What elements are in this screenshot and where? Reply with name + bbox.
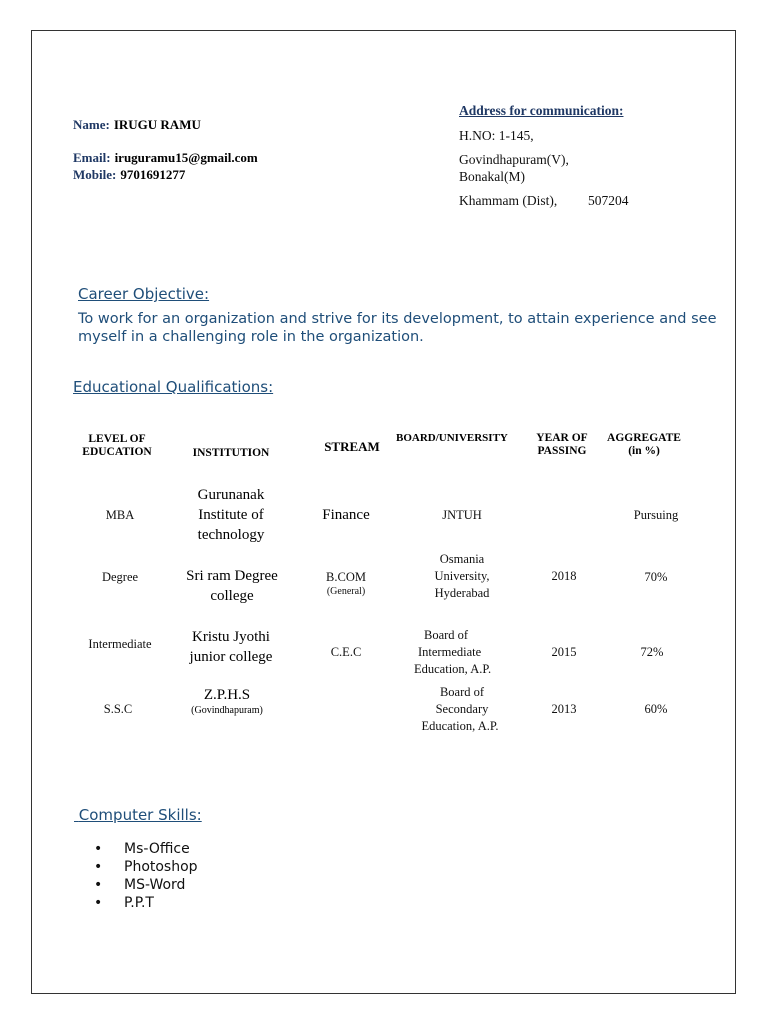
row-degree-stream: B.COM (General) [326,570,366,597]
row-degree-institution: Sri ram Degree college [186,568,278,604]
row-degree-year: 2018 [551,569,577,583]
list-item: • MS-Word [94,877,186,893]
mobile-label: Mobile: [73,167,117,182]
address-pincode: 507204 [588,193,629,208]
row-mba-level: MBA [105,508,135,522]
career-objective-title: Career Objective: [78,285,210,303]
row-mba-aggregate: Pursuing [633,508,679,522]
email-value[interactable]: iruguramu15@gmail.com [114,150,258,165]
mobile-line [73,166,185,184]
bullet-icon: • [94,877,103,893]
bullet-icon: • [94,895,103,911]
name-line [73,116,201,134]
row-ssc-board: Board of Secondary Education, A.P. [421,685,499,733]
bullet-icon: • [94,841,103,857]
row-mba-board: JNTUH [442,508,482,522]
address-title: Address for communication: [459,103,624,118]
header-level: LEVEL OF EDUCATION [82,433,152,458]
computer-skills-title: Computer Skills: [78,806,202,824]
address-line-3: Bonakal(M) [459,169,525,184]
header-board: BOARD/UNIVERSITY [396,432,508,444]
row-degree-level: Degree [101,570,139,584]
row-intermediate-year: 2015 [551,645,577,659]
row-ssc-institution: Z.P.H.S (Govindhapuram) [191,687,263,716]
computer-skills-list [94,840,198,912]
education-title: Educational Qualifications: [73,378,274,396]
row-intermediate-stream: C.E.C [330,645,362,659]
row-mba-stream: Finance [322,507,370,523]
address-line-2: Govindhapuram(V), [459,152,569,167]
list-item: • Ms-Office [94,841,190,857]
mobile-value: 9701691277 [120,167,186,182]
row-degree-board: Osmania University, Hyderabad [434,552,490,600]
name-value: IRUGU RAMU [113,117,201,132]
row-degree-aggregate: 70% [644,570,668,584]
list-item: • P.P.T [94,895,154,911]
header-aggregate: AGGREGATE (in %) [607,432,681,457]
row-ssc-year: 2013 [551,702,577,716]
email-label: Email: [73,150,111,165]
list-item: • Photoshop [94,859,198,875]
header-year: YEAR OF PASSING [536,432,588,457]
row-intermediate-aggregate: 72% [640,645,664,659]
career-objective-text: To work for an organization and strive for its development, to attain experience and see myself in a challenging role in the organization. [78,311,717,345]
row-mba-institution: Gurunanak Institute of technology [197,487,265,543]
address-line-4: Khammam (Dist), [459,193,558,208]
header-stream: STREAM [324,439,380,454]
row-intermediate-level: Intermediate [88,637,152,651]
header-institution: INSTITUTION [192,447,270,459]
email-line [73,149,258,167]
bullet-icon: • [94,859,103,875]
address-line-1: H.NO: 1-145, [459,128,534,143]
row-intermediate-board: Board of Intermediate Education, A.P. [414,628,492,676]
name-label: Name: [73,117,110,132]
row-ssc-aggregate: 60% [644,702,668,716]
row-intermediate-institution: Kristu Jyothi junior college [189,629,273,665]
row-ssc-level: S.S.C [103,702,133,716]
